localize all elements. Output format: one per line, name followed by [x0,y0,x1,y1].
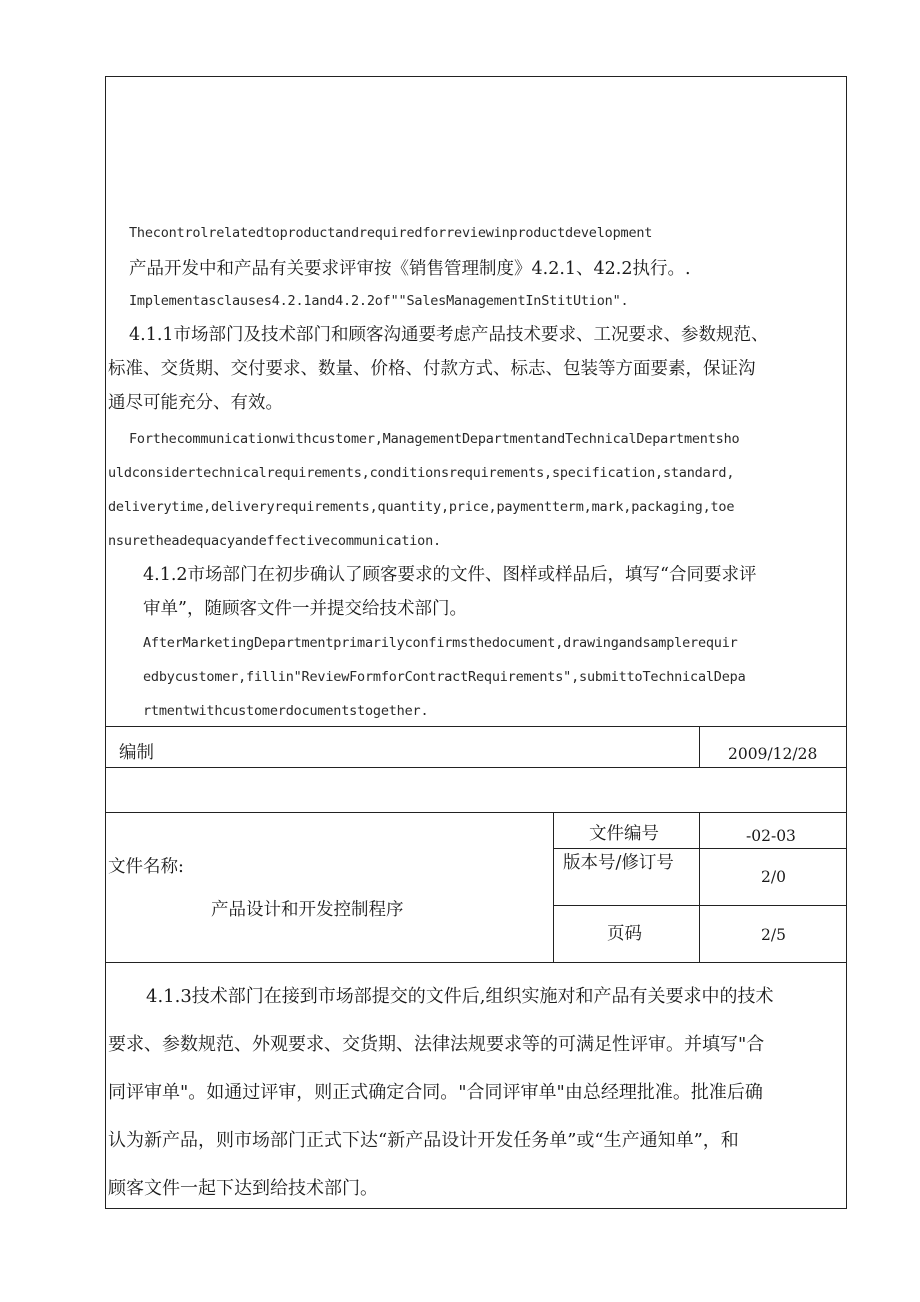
table-left-border [105,76,106,1209]
header-inner-line-1 [553,848,847,849]
version-value: 2/0 [761,868,786,886]
p411-cn-line-2: 标准、交货期、交付要求、数量、价格、付款方式、标志、包装等方面要素，保证沟 [108,359,756,379]
p412-en-line-3: rtmentwithcustomerdocumentstogether. [143,703,429,719]
row-divider-4 [105,962,847,963]
p412-en-line-1: AfterMarketingDepartmentprimarilyconfirmsthedocument,drawingandsamplerequir [143,635,738,651]
header-col-divider-1 [553,812,554,962]
page-value: 2/5 [761,926,786,944]
table-top-border [105,76,847,77]
p413-cn-line-2: 要求、参数规范、外观要求、交货期、法律法规要求等的可满足性评审。并填写"合 [108,1034,765,1055]
p411-en-line-2: uldconsidertechnicalrequirements,conditionsrequirements,specification,standard, [108,465,735,481]
p412-en-line-2: edbycustomer,fillin"ReviewFormforContractRequirements",submittoTechnicalDepa [143,669,746,685]
p413-cn-line-1: 4.1.3技术部门在接到市场部提交的文件后,组织实施对和产品有关要求中的技术 [146,986,774,1007]
footer-col-divider [699,726,700,767]
row-divider-1 [105,726,847,727]
file-name-value: 产品设计和开发控制程序 [211,900,404,920]
row-divider-2 [105,767,847,768]
p412-cn-line-1: 4.1.2市场部门在初步确认了顾客要求的文件、图样或样品后，填写“合同要求评 [143,565,757,585]
row-divider-3 [105,812,847,813]
table-bottom-border [105,1208,847,1209]
implement-english-line: Implementasclauses4.2.1and4.2.2of""SalesManagementInStitUtion". [129,293,629,309]
p411-cn-line-1: 4.1.1市场部门及技术部门和顾客沟通要考虑产品技术要求、工况要求、参数规范、 [129,325,769,345]
doc-number-label: 文件编号 [589,824,659,844]
p413-cn-line-4: 认为新产品，则市场部门正式下达“新产品设计开发任务单”或“生产通知单”，和 [108,1130,739,1151]
header-col-divider-2 [699,812,700,962]
compile-date: 2009/12/28 [728,745,818,763]
page-label: 页码 [607,924,642,944]
version-label: 版本号/修订号 [563,853,674,873]
p411-en-line-3: deliverytime,deliveryrequirements,quantity,price,paymentterm,mark,packaging,toe [108,499,735,515]
header-inner-line-2 [553,905,847,906]
p411-en-line-4: nsuretheadequacyandeffectivecommunication. [108,533,441,549]
p413-cn-line-5: 顾客文件一起下达到给技术部门。 [108,1178,378,1199]
file-name-label: 文件名称: [108,857,184,877]
compiled-by-label: 编制 [119,743,154,763]
p411-en-line-1: Forthecommunicationwithcustomer,ManagementDepartmentandTechnicalDepartmentsho [129,431,740,447]
p413-cn-line-3: 同评审单"。如通过评审，则正式确定合同。"合同评审单"由总经理批准。批准后确 [108,1082,763,1103]
doc-number-value: -02-03 [746,827,796,845]
p412-cn-line-2: 审单”，随顾客文件一并提交给技术部门。 [143,599,467,619]
control-english-line: Thecontrolrelatedtoproductandrequiredforreviewinproductdevelopment [129,225,653,241]
p411-cn-line-3: 通尽可能充分、有效。 [108,393,283,413]
table-right-border [846,76,847,1209]
review-chinese-line: 产品开发中和产品有关要求评审按《销售管理制度》4.2.1、42.2执行。. [129,259,691,279]
